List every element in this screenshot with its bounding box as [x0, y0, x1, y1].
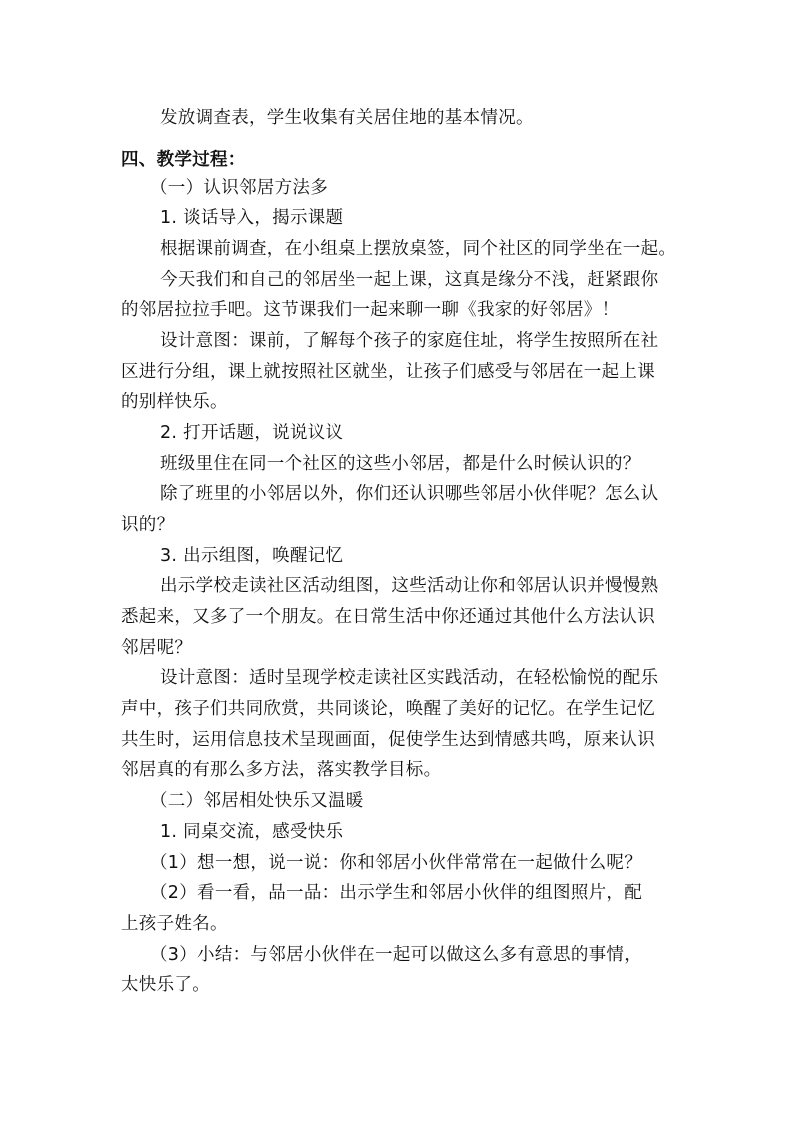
- paragraph-line: 悉起来，又多了一个朋友。在日常生活中你还通过其他什么方法认识: [121, 607, 655, 627]
- list-item-3-continued: 太快乐了。: [121, 975, 210, 995]
- paragraph-line: 根据课前调查，在小组桌上摆放桌签，同个社区的同学坐在一起。: [160, 239, 677, 259]
- step-heading-1-1: 1. 谈话导入，揭示课题: [160, 208, 344, 228]
- list-item-2: （2）看一看，品一品：出示学生和邻居小伙伴的组图照片，配: [150, 883, 643, 903]
- step-heading-1-2: 2. 打开话题，说说议议: [160, 423, 344, 443]
- paragraph-line: 除了班里的小邻居以外，你们还认识哪些邻居小伙伴呢？怎么认: [160, 484, 659, 504]
- design-intent-line: 的别样快乐。: [121, 392, 228, 412]
- paragraph-line: 的邻居拉拉手吧。这节课我们一起来聊一聊《我家的好邻居》！: [121, 300, 620, 320]
- paragraph-line: 出示学校走读社区活动组图，这些活动让你和邻居认识并慢慢熟: [160, 576, 659, 596]
- list-item-1: （1）想一想，说一说：你和邻居小伙伴常常在一起做什么呢？: [150, 853, 643, 873]
- survey-line: 发放调查表，学生收集有关居住地的基本情况。: [160, 108, 534, 128]
- paragraph-line: 班级里住在同一个社区的这些小邻居，都是什么时候认识的？: [160, 454, 641, 474]
- list-item-3: （3）小结：与邻居小伙伴在一起可以做这么多有意思的事情，: [150, 945, 643, 965]
- design-intent-line: 设计意图：适时呈现学校走读社区实践活动，在轻松愉悦的配乐: [160, 668, 659, 688]
- paragraph-line: 今天我们和自己的邻居坐一起上课，这真是缘分不浅，赶紧跟你: [160, 270, 659, 290]
- design-intent-line: 设计意图：课前，了解每个孩子的家庭住址，将学生按照所在社: [160, 331, 659, 351]
- design-intent-line: 邻居真的有那么多方法，落实教学目标。: [121, 760, 442, 780]
- subsection-heading-2: （二）邻居相处快乐又温暖: [150, 791, 364, 811]
- list-item-2-continued: 上孩子姓名。: [121, 914, 228, 934]
- design-intent-line: 声中，孩子们共同欣赏，共同谈论，唤醒了美好的记忆。在学生记忆: [121, 699, 655, 719]
- paragraph-line: 邻居呢？: [121, 638, 193, 658]
- design-intent-line: 区进行分组，课上就按照社区就坐，让孩子们感受与邻居在一起上课: [121, 362, 655, 382]
- paragraph-line: 识的？: [121, 515, 175, 535]
- subsection-heading-1: （一）认识邻居方法多: [150, 178, 328, 198]
- step-heading-1-3: 3. 出示组图，唤醒记忆: [160, 546, 344, 566]
- design-intent-line: 共生时，运用信息技术呈现画面，促使学生达到情感共鸣，原来认识: [121, 730, 655, 750]
- section-heading-teaching-process: 四、教学过程：: [121, 150, 246, 170]
- step-heading-2-1: 1. 同桌交流，感受快乐: [160, 822, 344, 842]
